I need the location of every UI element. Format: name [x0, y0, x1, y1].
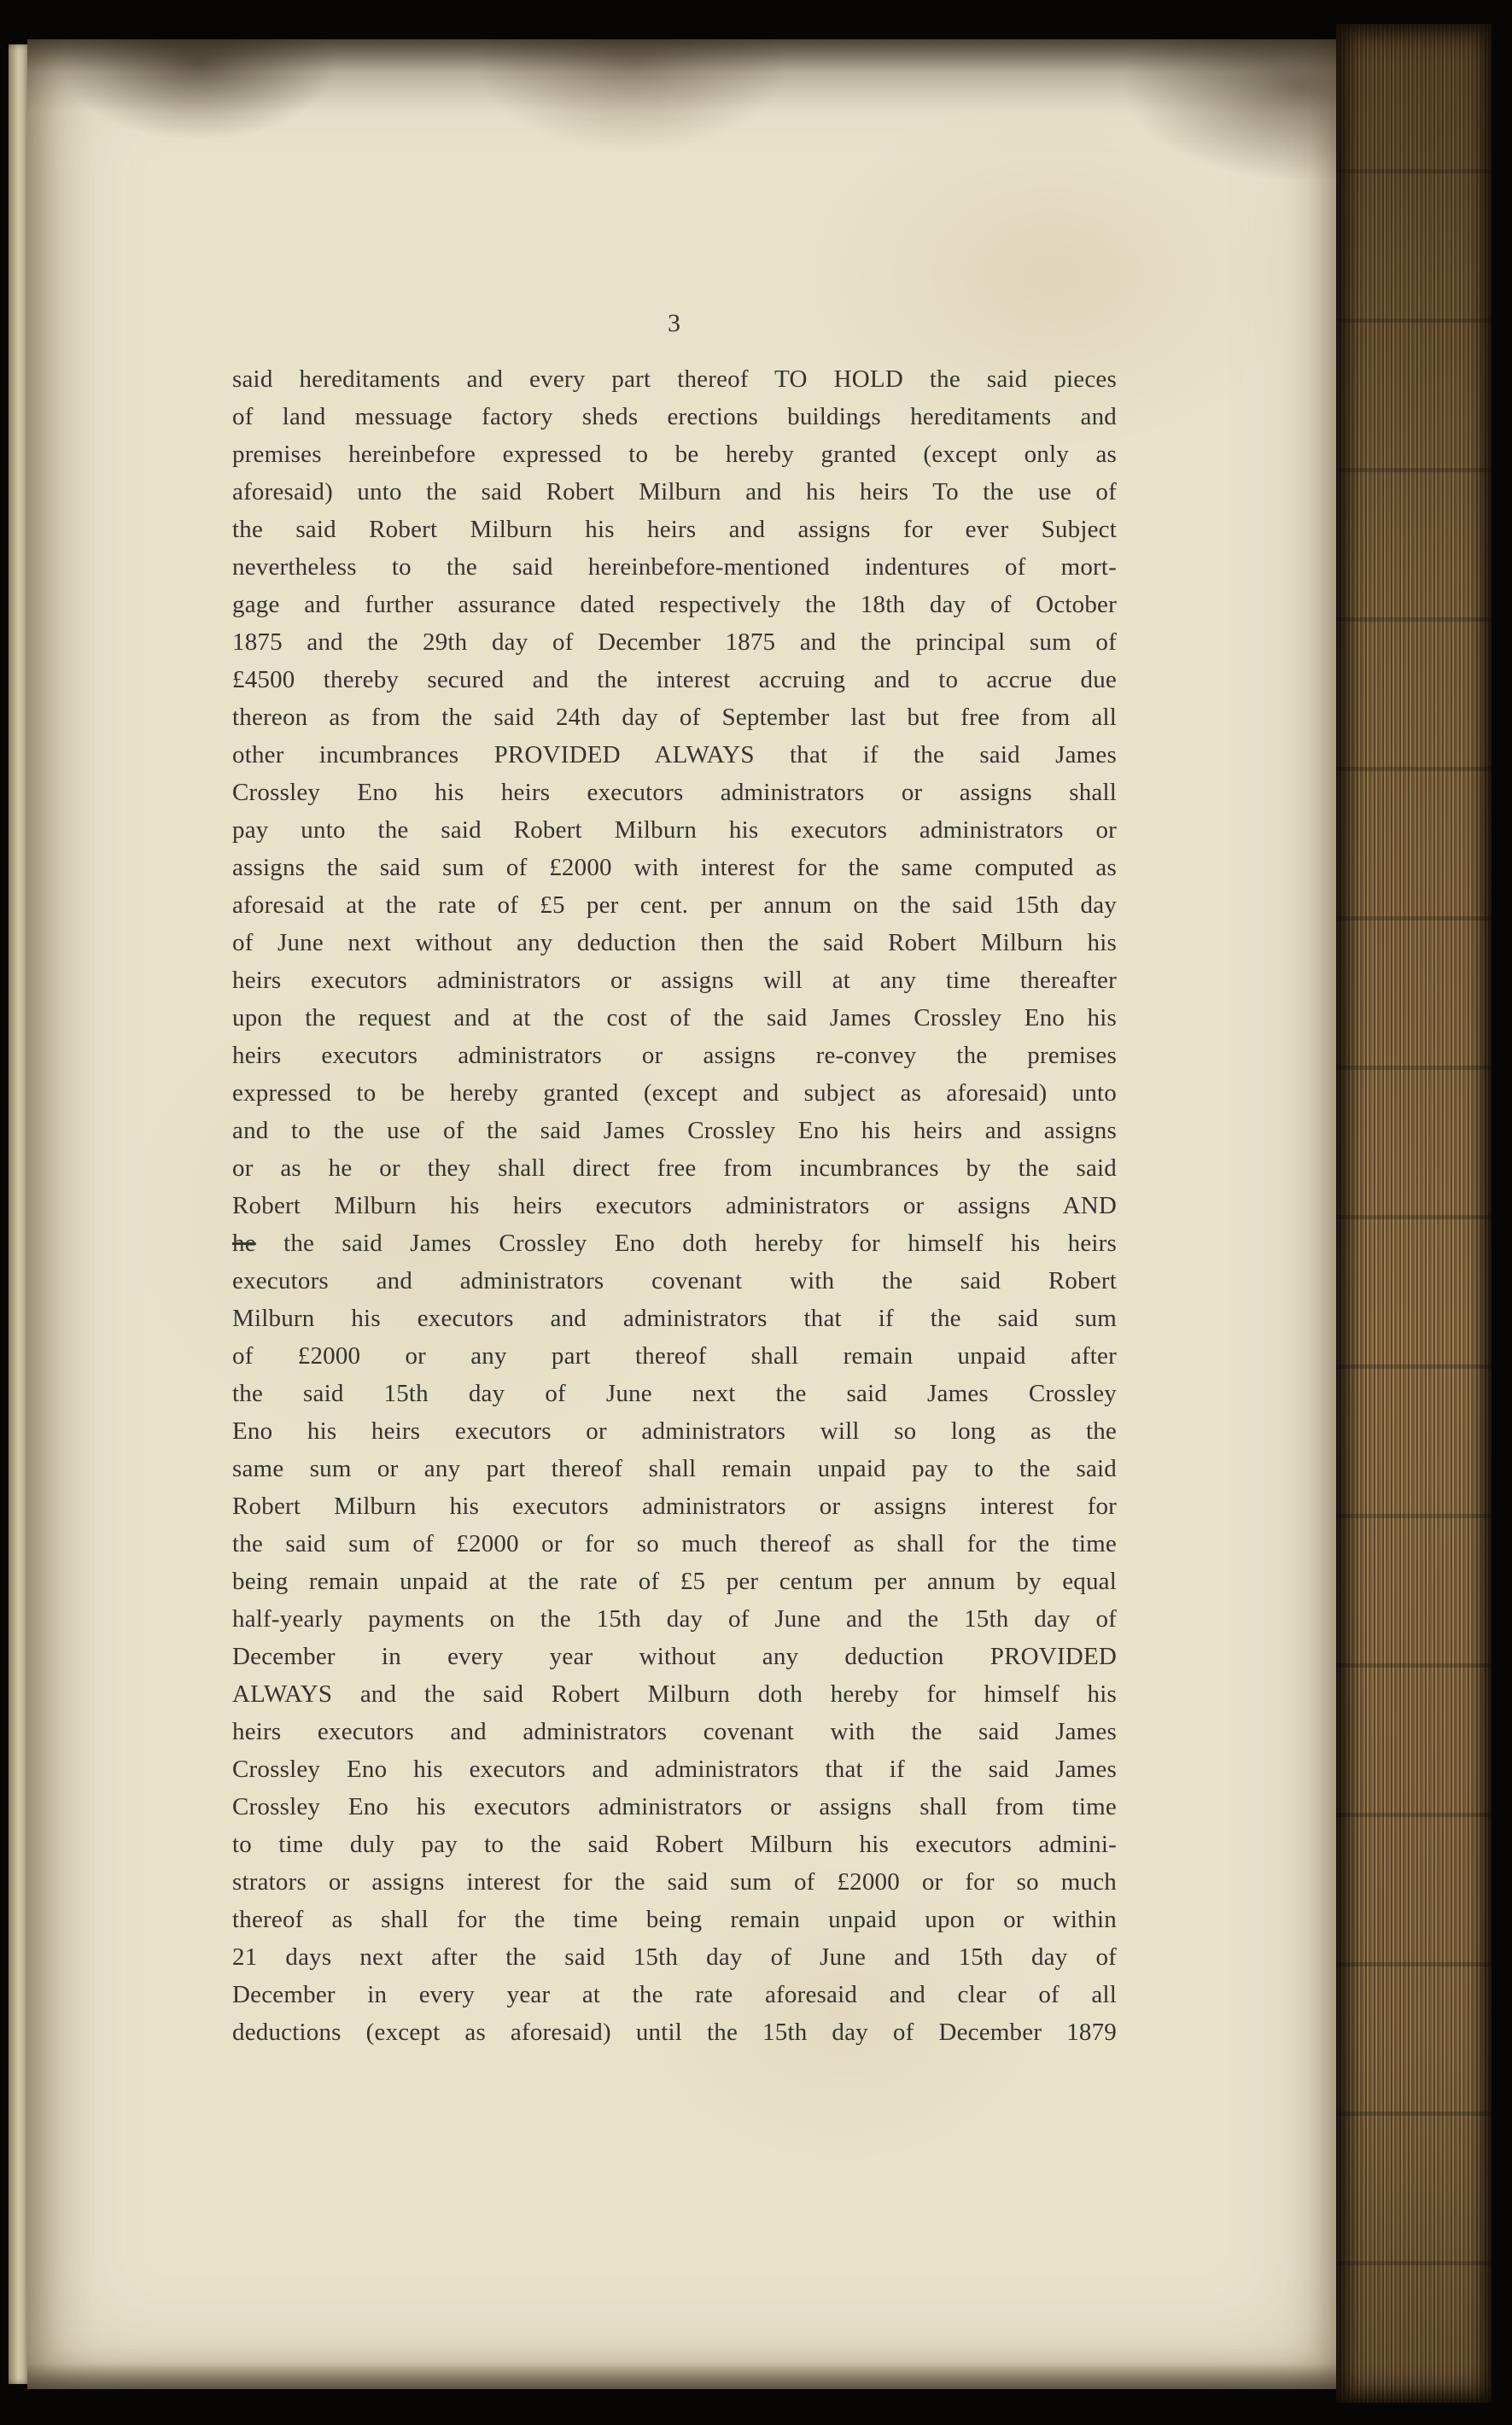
- text-line: December in every year at the rate aforesaid and clear of all: [232, 1981, 1117, 2008]
- text-line: £4500 thereby secured and the interest accruing and to accrue due: [232, 666, 1117, 693]
- text-line: strators or assigns interest for the said sum of £2000 or for so much: [232, 1868, 1117, 1896]
- text-line: and to the use of the said James Crossley Eno his heirs and assigns: [232, 1117, 1117, 1144]
- text-line: heirs executors administrators or assigns will at any time thereafter: [232, 967, 1117, 994]
- text-line: Crossley Eno his executors and administrators that if the said James: [232, 1756, 1117, 1783]
- text-line: 21 days next after the said 15th day of June and 15th day of: [232, 1943, 1117, 1971]
- text-line: premises hereinbefore expressed to be hereby granted (except only as: [232, 441, 1117, 468]
- text-line: nevertheless to the said hereinbefore-mentioned indentures of mort-: [232, 553, 1117, 581]
- text-line: Crossley Eno his heirs executors administrators or assigns shall: [232, 779, 1117, 806]
- text-line: thereon as from the said 24th day of September last but free from all: [232, 704, 1117, 731]
- text-line: Robert Milburn his executors administrators or assigns interest for: [232, 1493, 1117, 1520]
- text-line: upon the request and at the cost of the said James Crossley Eno his: [232, 1004, 1117, 1031]
- text-line: other incumbrances PROVIDED ALWAYS that if the said James: [232, 741, 1117, 768]
- text-line: Robert Milburn his heirs executors administrators or assigns AND: [232, 1192, 1117, 1219]
- text-line: expressed to be hereby granted (except and subject as aforesaid) unto: [232, 1079, 1117, 1107]
- text-line: the said Robert Milburn his heirs and assigns for ever Subject: [232, 516, 1117, 543]
- page-number: 3: [668, 309, 681, 337]
- document-page: [27, 39, 1342, 2389]
- book-fore-edge-pages: [1336, 24, 1492, 2403]
- text-line: half-yearly payments on the 15th day of June and the 15th day of: [232, 1605, 1117, 1633]
- text-line: December in every year without any deduction PROVIDED: [232, 1643, 1117, 1670]
- text-line-rest: the said James Crossley Eno doth hereby for himself his heirs: [283, 1230, 1118, 1257]
- text-line-with-strikeout: [232, 1224, 1117, 1262]
- text-line: aforesaid at the rate of £5 per cent. per annum on the said 15th day: [232, 891, 1117, 919]
- text-line: same sum or any part thereof shall remain unpaid pay to the said: [232, 1455, 1117, 1482]
- text-line: said hereditaments and every part thereof TO HOLD the said pieces: [232, 365, 1117, 393]
- text-block: [232, 309, 1117, 2051]
- text-line: Crossley Eno his executors administrators or assigns shall from time: [232, 1793, 1117, 1820]
- text-line: deductions (except as aforesaid) until the 15th day of December 1879: [232, 2019, 1117, 2046]
- struck-word: he: [232, 1230, 256, 1257]
- text-line: heirs executors administrators or assigns re-convey the premises: [232, 1042, 1117, 1069]
- text-line: Milburn his executors and administrators that if the said sum: [232, 1305, 1117, 1332]
- text-line: heirs executors and administrators covenant with the said James: [232, 1718, 1117, 1745]
- text-line: thereof as shall for the time being remain unpaid upon or within: [232, 1906, 1117, 1933]
- text-line: of June next without any deduction then the said Robert Milburn his: [232, 929, 1117, 956]
- text-line: the said sum of £2000 or for so much thereof as shall for the time: [232, 1530, 1117, 1557]
- text-line: Eno his heirs executors or administrators will so long as the: [232, 1417, 1117, 1445]
- text-line: the said 15th day of June next the said James Crossley: [232, 1380, 1117, 1407]
- text-line: or as he or they shall direct free from incumbrances by the said: [232, 1154, 1117, 1182]
- text-line: ALWAYS and the said Robert Milburn doth hereby for himself his: [232, 1680, 1117, 1708]
- text-line: 1875 and the 29th day of December 1875 and the principal sum of: [232, 628, 1117, 656]
- text-line: pay unto the said Robert Milburn his executors administrators or: [232, 816, 1117, 844]
- text-line: of £2000 or any part thereof shall remain unpaid after: [232, 1342, 1117, 1370]
- text-line: assigns the said sum of £2000 with interest for the same computed as: [232, 854, 1117, 881]
- text-line: being remain unpaid at the rate of £5 per centum per annum by equal: [232, 1568, 1117, 1595]
- text-line: executors and administrators covenant with the said Robert: [232, 1267, 1117, 1294]
- text-line: aforesaid) unto the said Robert Milburn and his heirs To the use of: [232, 478, 1117, 505]
- text-line: to time duly pay to the said Robert Milburn his executors admini-: [232, 1831, 1117, 1858]
- text-line: of land messuage factory sheds erections buildings hereditaments and: [232, 403, 1117, 430]
- text-line: gage and further assurance dated respectively the 18th day of October: [232, 591, 1117, 618]
